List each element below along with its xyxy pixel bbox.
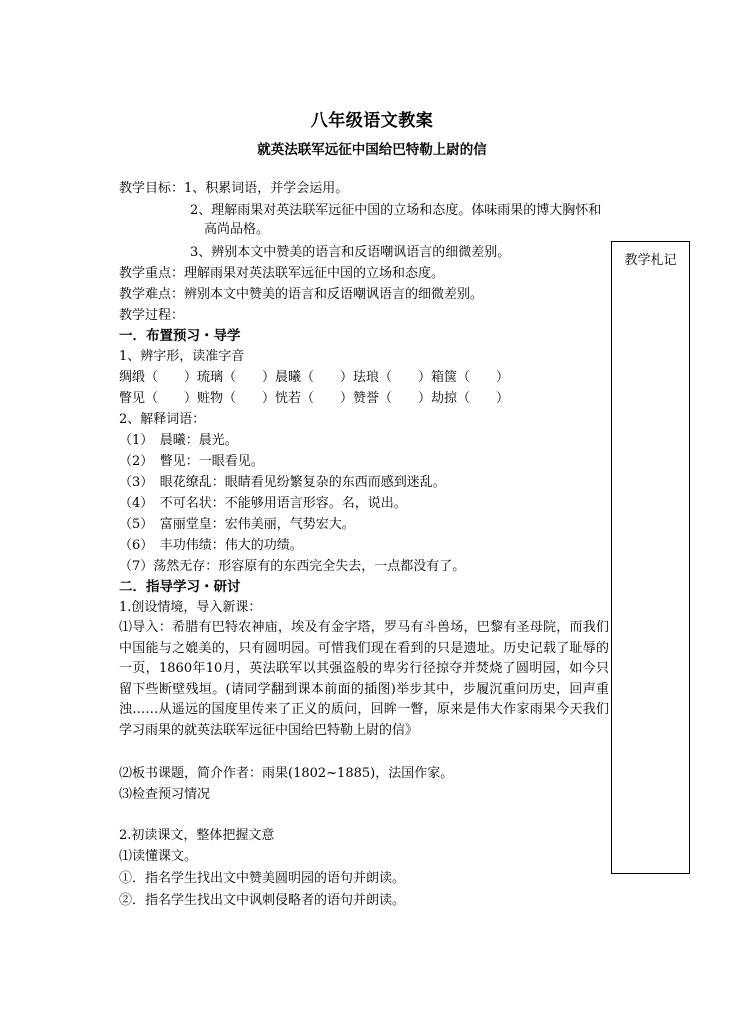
- definition-3: （3） 眼花缭乱：眼睛看见纷繁复杂的东西而感到迷乱。: [119, 475, 446, 490]
- difficulty: 教学难点：辨别本文中赞美的语言和反语嘲讽语言的细微差别。: [119, 287, 484, 302]
- objective-1: 教学目标：1、积累词语，并学会运用。: [119, 181, 349, 196]
- notes-label: 教学札记: [624, 253, 677, 268]
- board-title: ⑵板书课题，简介作者：雨果(1802~1885)，法国作家。: [119, 766, 454, 781]
- section-2-item-1: 1.创设情境，导入新课：: [119, 600, 262, 615]
- section-1-item-1: 1、辨字形，读准字音: [119, 349, 245, 364]
- document-title: 八年级语文教案: [310, 111, 434, 131]
- section-1-item-2: 2、解释词语：: [119, 412, 206, 427]
- process-label: 教学过程：: [119, 308, 185, 323]
- chars-row-2: 瞥见（ ）赃物（ ）恍若（ ）赞誉（ ）劫掠（ ）: [119, 391, 510, 406]
- notes-box: [611, 241, 690, 874]
- key-point: 教学重点：理解雨果对英法联军远征中国的立场和态度。: [119, 266, 445, 281]
- preview-check: ⑶检查预习情况: [119, 787, 211, 802]
- section-2-heading: 二．指导学习・研讨: [119, 579, 241, 595]
- definition-7: （7）荡然无存：形容原有的东西完全失去，一点都没有了。: [119, 559, 466, 574]
- document-subtitle: 就英法联军远征中国给巴特勒上尉的信: [257, 142, 487, 158]
- section-2-item-2: 2.初读课文，整体把握文意: [119, 828, 275, 843]
- objective-3: 3、辨别本文中赞美的语言和反语嘲讽语言的细微差别。: [190, 245, 511, 260]
- objective-2: 2、理解雨果对英法联军远征中国的立场和态度。体味雨果的博大胸怀和: [190, 203, 602, 218]
- definition-2: （2） 瞥见：一眼看见。: [119, 454, 264, 469]
- task-1: ①．指名学生找出文中赞美圆明园的语句并朗读。: [119, 871, 406, 886]
- read-text: ⑴读懂课文。: [119, 849, 198, 864]
- definition-5: （5） 富丽堂皇：宏伟美丽，气势宏大。: [119, 517, 355, 532]
- definition-4: （4） 不可名状：不能够用语言形容。名，说出。: [119, 496, 407, 511]
- chars-row-1: 绸缎（ ）琉璃（ ）晨曦（ ）珐琅（ ）箱箧（ ）: [119, 370, 510, 385]
- definition-1: （1） 晨曦：晨光。: [119, 433, 238, 448]
- section-1-heading: 一．布置预习・导学: [119, 328, 241, 344]
- objective-2-cont: 高尚品格。: [204, 222, 270, 237]
- definition-6: （6） 丰功伟绩：伟大的功绩。: [119, 538, 303, 553]
- intro-paragraph: ⑴导入：希腊有巴特农神庙，埃及有金字塔，罗马有斗兽场，巴黎有圣母院，而我们中国能与之媲美的，只有圆明园。可惜我们现在看到的只是遗址。历史记载了耻辱的一页，1860年10月，英法联军以其强盗般的卑劣行径掠夺并焚烧了圆明园，如今只留下些断壁残垣。(请同学翻到课本前面的插图)举步其中，步履沉重问历史，回声重浊……从遥远的国度里传来了正义的质问，回眸一瞥，原来是伟大作家雨果今天我们学习雨果的就英法联军远征中国给巴特勒上尉的信》: [119, 620, 609, 738]
- task-2: ②．指名学生找出文中讽刺侵略者的语句并朗读。: [119, 893, 406, 908]
